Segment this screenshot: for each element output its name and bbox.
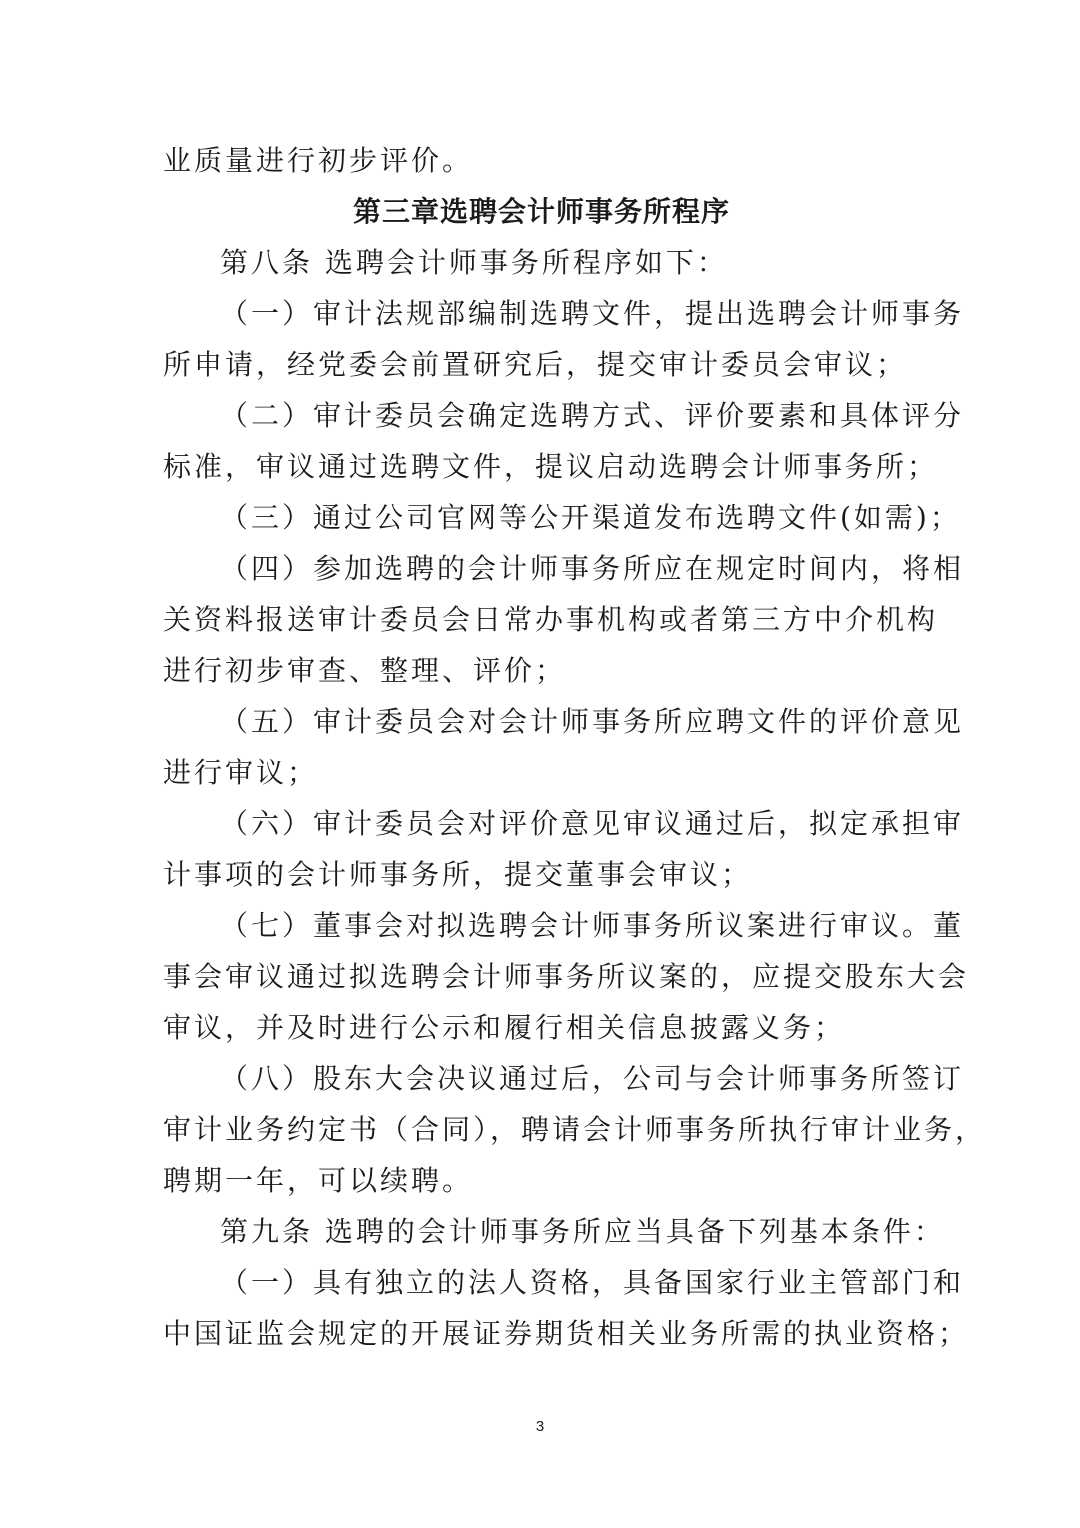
text-line: 进行初步审查、整理、评价； <box>163 654 567 687</box>
text-line: （三）通过公司官网等公开渠道发布选聘文件(如需)； <box>220 501 961 534</box>
text-line: 中国证监会规定的开展证券期货相关业务所需的执业资格； <box>163 1317 970 1350</box>
text-line: （六）审计委员会对评价意见审议通过后，拟定承担审 <box>220 807 965 840</box>
chapter-title: 第三章选聘会计师事务所程序 <box>352 195 730 228</box>
article-heading-line: 第九条 选聘的会计师事务所应当具备下列基本条件： <box>220 1215 945 1248</box>
text-line: 业质量进行初步评价。 <box>163 144 474 177</box>
text-line: 审计业务约定书（合同），聘请会计师事务所执行审计业务， <box>163 1113 987 1146</box>
text-line: 审议，并及时进行公示和履行相关信息披露义务； <box>163 1011 846 1044</box>
article-heading-line: 第八条 选聘会计师事务所程序如下： <box>220 246 728 279</box>
document-body <box>163 135 987 1359</box>
text-line: 进行审议； <box>163 756 319 789</box>
text-line: （二）审计委员会确定选聘方式、评价要素和具体评分 <box>220 399 965 432</box>
text-line: 关资料报送审计委员会日常办事机构或者第三方中介机构 <box>163 603 939 636</box>
text-line: 事会审议通过拟选聘会计师事务所议案的，应提交股东大会 <box>163 960 970 993</box>
text-line: （一）具有独立的法人资格，具备国家行业主管部门和 <box>220 1266 965 1299</box>
text-line: 聘期一年，可以续聘。 <box>163 1164 474 1197</box>
text-line: （七）董事会对拟选聘会计师事务所议案进行审议。董 <box>220 909 965 942</box>
text-line: 所申请，经党委会前置研究后，提交审计委员会审议； <box>163 348 908 381</box>
text-line: （四）参加选聘的会计师事务所应在规定时间内，将相 <box>220 552 965 585</box>
page-number: 3 <box>535 1418 545 1435</box>
text-line: 标准，审议通过选聘文件，提议启动选聘会计师事务所； <box>163 450 939 483</box>
text-line: （八）股东大会决议通过后，公司与会计师事务所签订 <box>220 1062 965 1095</box>
text-line: （五）审计委员会对会计师事务所应聘文件的评价意见 <box>220 705 965 738</box>
text-line: 计事项的会计师事务所，提交董事会审议； <box>163 858 753 891</box>
text-line: （一）审计法规部编制选聘文件，提出选聘会计师事务 <box>220 297 965 330</box>
